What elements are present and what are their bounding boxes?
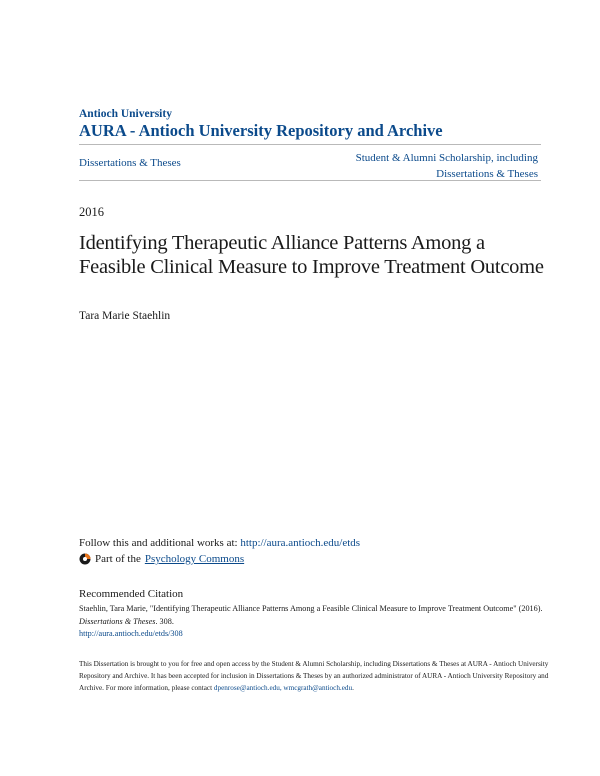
partof-text: Part of the (95, 553, 141, 565)
contact-email-link[interactable]: dpenrose@antioch.edu, wmcgrath@antioch.edu (213, 684, 353, 692)
citation-series: Dissertations & Theses (79, 616, 156, 626)
document-title: Identifying Therapeutic Alliance Patterns Among a Feasible Clinical Measure to Improve Treatment Outcome (79, 232, 544, 278)
follow-line (79, 537, 360, 549)
psychology-commons-link[interactable]: Psychology Commons (144, 553, 245, 565)
dissertations-link[interactable]: Dissertations & Theses (79, 157, 181, 169)
citation-number: . 308. (155, 616, 174, 626)
notice-text: This Dissertation is brought to you for free and open access by the Student & Alumni Scholarship, including Dissertations & Theses at AURA - Antioch University Repository and Archive. It has been accepted for inclusion in Dissertations & Theses by an authorized administrator of AURA - Antioch University Repository and Archive. For more information, please contact (79, 660, 549, 692)
author-name: Tara Marie Staehlin (79, 310, 171, 322)
repository-name[interactable]: AURA - Antioch University Repository and Archive (79, 121, 443, 140)
publication-year: 2016 (79, 205, 104, 219)
repository-notice (79, 658, 549, 694)
notice-end: . (352, 684, 354, 692)
network-commons-icon (79, 553, 91, 565)
collection-link-line1[interactable]: Student & Alumni Scholarship, including (355, 152, 538, 164)
follow-text: Follow this and additional works at: (79, 537, 241, 549)
citation-text (79, 603, 549, 641)
header-rule-bottom (79, 180, 541, 181)
header-rule-top (79, 144, 541, 145)
recommended-citation-heading: Recommended Citation (79, 588, 184, 600)
collection-link[interactable] (356, 150, 538, 182)
institution-name[interactable]: Antioch University (79, 108, 172, 120)
follow-url-link[interactable]: http://aura.antioch.edu/etds (240, 537, 361, 549)
collection-link-line2[interactable]: Dissertations & Theses (436, 168, 538, 180)
part-of-line (79, 553, 244, 565)
citation-url-link[interactable]: http://aura.antioch.edu/etds/308 (79, 629, 183, 638)
citation-body: Staehlin, Tara Marie, "Identifying Therapeutic Alliance Patterns Among a Feasible Clinical Measure to Improve Treatment Outcome" (2016). (79, 604, 543, 613)
